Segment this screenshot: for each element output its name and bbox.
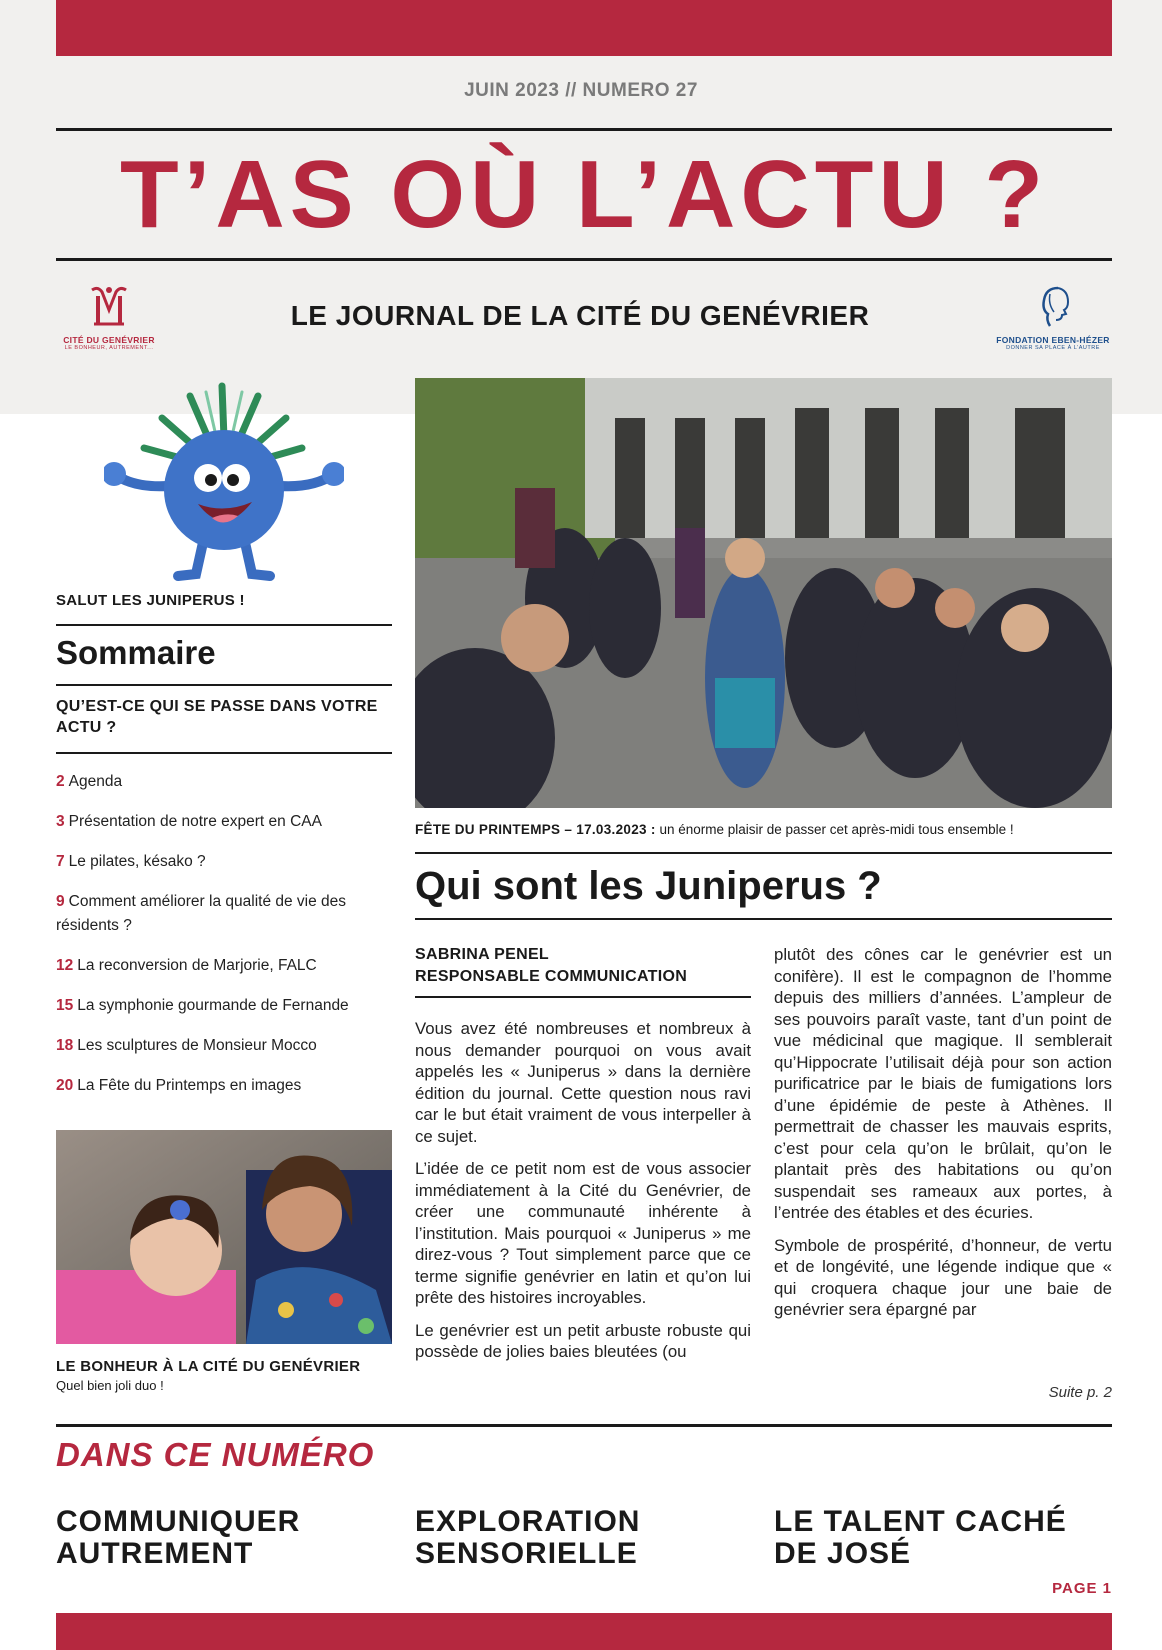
article-paragraph: Vous avez été nombreuses et nombreux à nous demander pourquoi on vous avait appelés les « Juniperus » dans la dernière édition du journal. Cette question nous ravi car le but était vraiment de vous interpeller à ce sujet. (415, 1019, 751, 1146)
table-of-contents (56, 770, 392, 1114)
footer-top-rule (56, 1424, 1112, 1427)
main-photo-caption-text: un énorme plaisir de passer cet après-midi tous ensemble ! (655, 822, 1014, 837)
teaser-line: EXPLORATION (415, 1505, 641, 1538)
continued-link[interactable]: Suite p. 2 (1048, 1384, 1112, 1401)
duo-photo-caption-subtitle: Quel bien joli duo ! (56, 1378, 164, 1393)
toc-item[interactable] (56, 1034, 392, 1058)
journal-subtitle: LE JOURNAL DE LA CITÉ DU GENÉVRIER (290, 300, 870, 331)
article-column-2 (774, 944, 1112, 1332)
teaser-line: DE JOSÉ (774, 1537, 912, 1570)
top-color-band (56, 0, 1112, 56)
eben-hezer-logo-icon (1028, 284, 1078, 330)
teaser-line: SENSORIELLE (415, 1537, 638, 1570)
toc-item[interactable] (56, 954, 392, 978)
duo-photo-caption-title: LE BONHEUR À LA CITÉ DU GENÉVRIER (56, 1358, 361, 1375)
sommaire-mid-rule (56, 684, 392, 686)
toc-label: Agenda (68, 773, 123, 790)
toc-page-number: 18 (56, 1037, 74, 1054)
main-photo-caption (415, 822, 1112, 837)
in-this-issue-title: DANS CE NUMÉRO (56, 1436, 375, 1473)
toc-page-number: 9 (56, 893, 65, 910)
teaser-line: LE TALENT CACHÉ (774, 1505, 1067, 1538)
bottom-color-band (56, 1613, 1112, 1650)
toc-item[interactable] (56, 890, 392, 938)
juniper-berry-mascot-illustration (104, 378, 344, 588)
toc-label: La Fête du Printemps en images (77, 1077, 302, 1094)
toc-label: Les sculptures de Monsieur Mocco (77, 1037, 317, 1054)
article-top-rule (415, 852, 1112, 854)
cite-logo-icon (84, 284, 134, 330)
toc-label: La reconversion de Marjorie, FALC (77, 957, 317, 974)
eben-logo-tagline: DONNER SA PLACE À L’AUTRE (1006, 345, 1100, 351)
article-title: Qui sont les Juniperus ? (415, 864, 882, 908)
teaser-communiquer[interactable] (56, 1506, 386, 1570)
fondation-eben-hezer-logo (992, 284, 1114, 352)
teaser-talent[interactable] (774, 1506, 1104, 1570)
toc-item[interactable] (56, 994, 392, 1018)
toc-label: La symphonie gourmande de Fernande (77, 997, 349, 1014)
page-number: PAGE 1 (1052, 1580, 1112, 1597)
masthead-top-rule (56, 128, 1112, 131)
author-rule (415, 996, 751, 998)
sommaire-bottom-rule (56, 752, 392, 754)
toc-item[interactable] (56, 1074, 392, 1098)
teaser-line: COMMUNIQUER (56, 1505, 301, 1538)
toc-item[interactable] (56, 810, 392, 834)
toc-label: Présentation de notre expert en CAA (68, 813, 322, 830)
sommaire-title: Sommaire (56, 634, 216, 671)
cite-logo-tagline: LE BONHEUR, AUTREMENT... (64, 345, 154, 351)
article-paragraph: Symbole de prospérité, d’honneur, de vertu et de longévité, une légende indique que « qui croquera chaque jour une baie de genévrier sera épargné par (774, 1235, 1112, 1319)
article-paragraph: L’idée de ce petit nom est de vous associer immédiatement à la Cité du Genévrier, de créer une communauté inhérente à l’institution. Mais pourquoi « Juniperus » me direz-vous ? Tout simplement parce que ce terme signifie genévrier en latin et qu’on lui prête des histoires incroyables. (415, 1159, 751, 1307)
fete-du-printemps-photo (415, 378, 1112, 808)
article-author (415, 944, 751, 988)
article-column-1 (415, 1018, 751, 1374)
toc-item[interactable] (56, 770, 392, 794)
sommaire-subtitle: QU’EST-CE QUI SE PASSE DANS VOTRE ACTU ? (56, 698, 378, 736)
sommaire-top-rule (56, 624, 392, 626)
main-photo-caption-title: FÊTE DU PRINTEMPS – 17.03.2023 : (415, 822, 656, 837)
author-name: SABRINA PENEL (415, 946, 549, 963)
article-paragraph: Le genévrier est un petit arbuste robuste qui possède de jolies baies bleutées (ou (415, 1320, 751, 1361)
eben-logo-name: FONDATION EBEN-HÉZER (996, 335, 1110, 345)
masthead-bottom-rule (56, 258, 1112, 261)
masthead-title: T’AS OÙ L’ACTU ? (120, 141, 1048, 248)
toc-page-number: 15 (56, 997, 74, 1014)
issue-line: JUIN 2023 // NUMERO 27 (464, 80, 698, 101)
teaser-line: AUTREMENT (56, 1537, 254, 1570)
article-title-rule (415, 918, 1112, 920)
toc-label: Le pilates, késako ? (68, 853, 206, 870)
toc-page-number: 12 (56, 957, 74, 974)
cite-logo-name: CITÉ DU GENÉVRIER (63, 335, 155, 345)
author-role: RESPONSABLE COMMUNICATION (415, 968, 688, 985)
toc-page-number: 2 (56, 773, 65, 790)
greeting-heading: SALUT LES JUNIPERUS ! (56, 592, 245, 609)
teaser-exploration[interactable] (415, 1506, 745, 1570)
toc-label: Comment améliorer la qualité de vie des résidents ? (56, 893, 347, 934)
article-paragraph: plutôt des cônes car le genévrier est un conifère). Il est le compagnon de l’homme depuis des milliers d’années. L’ampleur de ses pouvoirs paraît vaste, tant d’un point de vue médicinal que magique. Il semblerait qu’Hippocrate l’utilisait déjà pour son action purificatrice par le biais de fumigations lors d’une épidémie de peste à Athènes. Il permettrait de chasser les mauvais esprits, c’est pour cela qu’on le brûlait, qu’on le plantait près des habitations ou qu’on suspendait ses rameaux aux portes, à l’entrée des étables et des écuries. (774, 945, 1112, 1222)
toc-item[interactable] (56, 850, 392, 874)
toc-page-number: 7 (56, 853, 65, 870)
toc-page-number: 3 (56, 813, 65, 830)
toc-page-number: 20 (56, 1077, 74, 1094)
cite-du-genevrier-logo (52, 284, 166, 352)
duo-photo (56, 1130, 392, 1344)
